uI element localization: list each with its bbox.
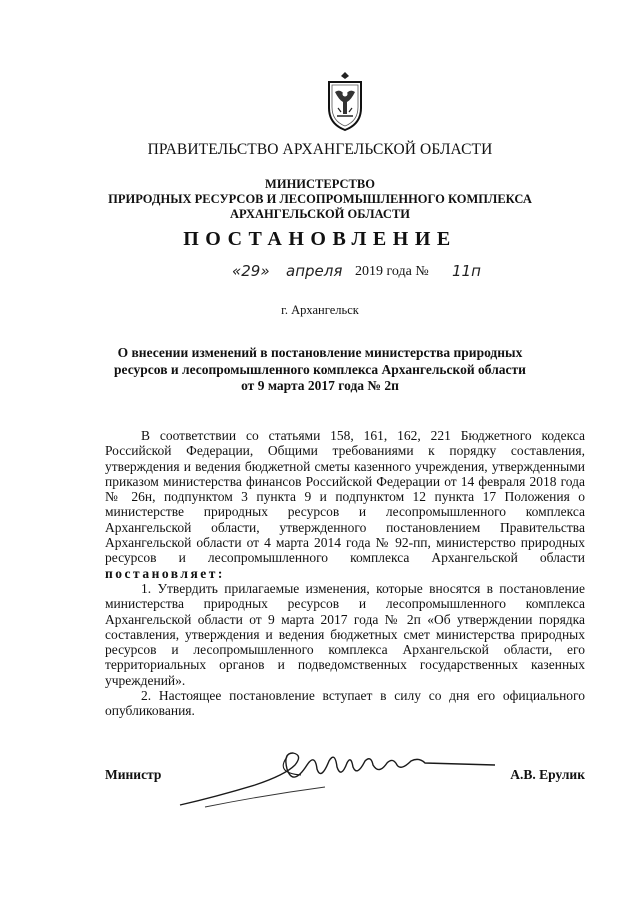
- city: г. Архангельск: [281, 303, 359, 317]
- document-title: [100, 345, 540, 395]
- government-name: ПРАВИТЕЛЬСТВО АРХАНГЕЛЬСКОЙ ОБЛАСТИ: [147, 141, 493, 158]
- date-day: «29»: [232, 262, 270, 280]
- document-type: ПОСТАНОВЛЕНИЕ: [183, 228, 457, 250]
- title-line: О внесении изменений в постановление министерства природных: [117, 345, 523, 360]
- signatory-name: А.В. Ерулик: [510, 767, 585, 782]
- title-line: от 9 марта 2017 года № 2п: [241, 378, 399, 393]
- document-number: 11п: [452, 262, 481, 280]
- ministry-name: [0, 177, 640, 222]
- ministry-line: МИНИСТЕРСТВО: [265, 177, 375, 191]
- ministry-line: АРХАНГЕЛЬСКОЙ ОБЛАСТИ: [230, 207, 410, 221]
- date-month: апреля: [286, 262, 343, 280]
- coat-of-arms-icon: [323, 70, 367, 132]
- signature-block: [105, 765, 585, 805]
- intro-text: В соответствии со статьями 158, 161, 162, 221 Бюджетного кодекса Российской Федерации, Общими требованиями к порядку составления, утверждения и ведения бюджетной сметы казенного учреждения, утвержденными приказом министерства финансов Российской Федерации от 14 февраля 2018 года № 26н, подпунктом 3 пункта 9 и подпунктом 12 пункта 17 Положения о министерстве природных ресурсов и лесопромышленного комплекса Архангельской области, утвержденного постановлением Правительства Архангельской области от 4 марта 2014 года № 92-пп, министерство природных ресурсов и лесопромышленного комплекса Архангельской области: [105, 428, 585, 566]
- document-body: [105, 428, 585, 719]
- title-line: ресурсов и лесопромышленного комплекса Архангельской области: [114, 361, 526, 377]
- item-1-paragraph: 1. Утвердить прилагаемые изменения, которые вносятся в постановление министерства природных ресурсов и лесопромышленного комплекса Архангельской области от 9 марта 2017 года № 2п «Об утверждении порядка составления, утверждения и ведения бюджетных смет министерства природных ресурсов и лесопромышленного комплекса Архангельской области, его территориальных органов и подведомственных государственных казенных учреждений».: [105, 580, 585, 688]
- resolves-word: постановляет:: [105, 565, 225, 581]
- item-2-paragraph: 2. Настоящее постановление вступает в силу со дня его официального опубликования.: [105, 688, 585, 719]
- date-year: 2019 года №: [355, 264, 429, 279]
- ministry-line: ПРИРОДНЫХ РЕСУРСОВ И ЛЕСОПРОМЫШЛЕННОГО КОМПЛЕКСА: [108, 192, 532, 206]
- intro-paragraph: [105, 428, 585, 581]
- signatory-position: Министр: [105, 767, 162, 782]
- date-line: [232, 260, 532, 284]
